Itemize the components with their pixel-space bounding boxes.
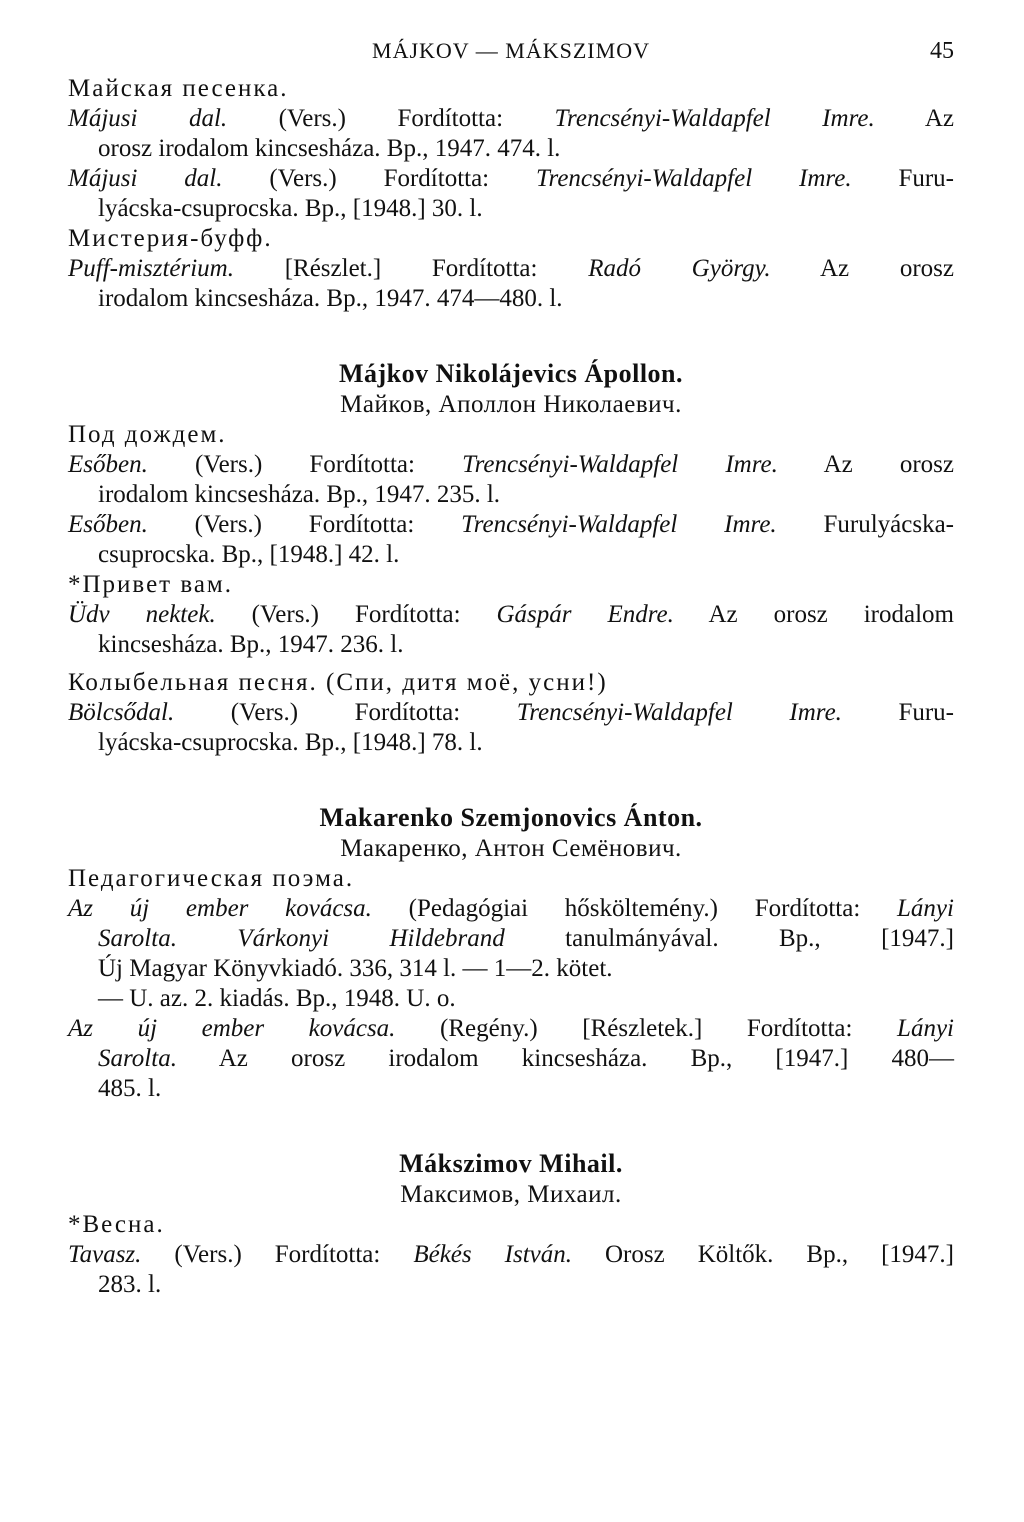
contributor-name: Várkonyi Hildebrand bbox=[237, 925, 505, 952]
translator-name: Trencsényi-Waldapfel Imre. bbox=[536, 165, 852, 192]
original-title: Под дождем. bbox=[68, 421, 227, 448]
translator-name: Békés István. bbox=[413, 1241, 572, 1268]
entry-continuation: 485. l. bbox=[98, 1075, 162, 1102]
translated-title: Májusi dal. bbox=[68, 165, 223, 192]
entry-text: (Vers.) Fordította: bbox=[174, 699, 517, 726]
bibliographic-entry bbox=[68, 1014, 954, 1044]
entry-text: Furulyácska- bbox=[776, 511, 955, 538]
entry-continuation: csuprocska. Bp., [1948.] 42. l. bbox=[98, 541, 400, 568]
original-title: Педагогическая поэма. bbox=[68, 865, 355, 892]
entry-text: (Vers.) Fordította: bbox=[147, 511, 462, 538]
entry-text: Az orosz bbox=[777, 451, 955, 478]
bibliographic-entry bbox=[68, 450, 954, 480]
translator-name: Radó György. bbox=[588, 255, 771, 282]
original-title: Мистерия-буфф. bbox=[68, 225, 273, 252]
author-heading-cyrillic: Максимов, Михаил. bbox=[400, 1181, 622, 1208]
entry-group-makarenko bbox=[68, 864, 954, 1104]
author-heading-cyrillic: Макаренко, Антон Семёнович. bbox=[340, 835, 682, 862]
translator-name: Lányi bbox=[897, 1015, 954, 1042]
bibliographic-entry bbox=[68, 698, 954, 728]
translated-title: Tavasz. bbox=[68, 1241, 142, 1268]
translator-name: Trencsényi-Waldapfel Imre. bbox=[462, 451, 778, 478]
translated-title: Bölcsődal. bbox=[68, 699, 175, 726]
translator-name: Trencsényi-Waldapfel Imre. bbox=[554, 105, 875, 132]
author-heading-latin: Mákszimov Mihail. bbox=[399, 1149, 623, 1178]
original-title: *Привет вам. bbox=[68, 571, 234, 598]
entry-continuation bbox=[68, 924, 954, 954]
translated-title: Az új ember kovácsa. bbox=[68, 1015, 396, 1042]
entry-text: Az orosz bbox=[770, 255, 954, 282]
entry-group-majakovszkij bbox=[68, 74, 954, 314]
entry-text: (Vers.) Fordította: bbox=[222, 165, 536, 192]
entry-text: (Vers.) Fordította: bbox=[227, 105, 555, 132]
bibliographic-entry bbox=[68, 1240, 954, 1270]
entry-text: (Vers.) Fordította: bbox=[147, 451, 463, 478]
entry-text: (Vers.) Fordította: bbox=[215, 601, 497, 628]
running-head bbox=[68, 30, 954, 74]
translated-title: Esőben. bbox=[68, 511, 148, 538]
original-title: Майская песенка. bbox=[68, 75, 289, 102]
entry-text: (Vers.) Fordította: bbox=[141, 1241, 414, 1268]
bibliographic-entry bbox=[68, 104, 954, 134]
entry-text: (Regény.) [Részletek.] Fordította: bbox=[395, 1015, 898, 1042]
entry-continuation bbox=[68, 1044, 954, 1074]
translator-name: Lányi bbox=[897, 895, 954, 922]
bibliographic-entry bbox=[68, 510, 954, 540]
bibliographic-entry bbox=[68, 600, 954, 630]
entry-text: Az orosz irodalom bbox=[673, 601, 954, 628]
entry-text: (Pedagógiai hősköltemény.) Fordította: bbox=[371, 895, 898, 922]
entry-continuation: orosz irodalom kincsesháza. Bp., 1947. 474. l. bbox=[98, 135, 561, 162]
entry-continuation: kincsesháza. Bp., 1947. 236. l. bbox=[98, 631, 404, 658]
translator-name: Sarolta. bbox=[98, 925, 177, 952]
entry-group-majkov bbox=[68, 420, 954, 758]
translated-title: Májusi dal. bbox=[68, 105, 228, 132]
entry-continuation: Új Magyar Könyvkiadó. 336, 314 l. — 1—2. kötet. bbox=[98, 955, 613, 982]
entry-continuation: 283. l. bbox=[98, 1271, 162, 1298]
translator-name: Trencsényi-Waldapfel Imre. bbox=[516, 699, 842, 726]
running-head-title: MÁJKOV — MÁKSZIMOV bbox=[372, 38, 650, 63]
entry-text: tanulmányával. Bp., [1947.] bbox=[504, 925, 955, 952]
entry-text: Az orosz irodalom kincsesháza. Bp., [1947.] 480— bbox=[176, 1045, 954, 1072]
bibliographic-entry bbox=[68, 254, 954, 284]
translated-title: Esőben. bbox=[68, 451, 148, 478]
entry-text: [Részlet.] Fordította: bbox=[233, 255, 589, 282]
original-title: Колыбельная песня. (Спи, дитя моё, усни!) bbox=[68, 669, 608, 696]
entry-text: Furu- bbox=[851, 165, 954, 192]
bibliographic-entry bbox=[68, 894, 954, 924]
translator-name: Trencsényi-Waldapfel Imre. bbox=[461, 511, 777, 538]
bibliographic-entry bbox=[68, 164, 954, 194]
entry-continuation: lyácska-csuprocska. Bp., [1948.] 30. l. bbox=[98, 195, 483, 222]
original-title: *Весна. bbox=[68, 1211, 165, 1238]
translator-name: Gáspár Endre. bbox=[496, 601, 674, 628]
author-heading-latin: Májkov Nikolájevics Ápollon. bbox=[338, 359, 684, 388]
entry-continuation: irodalom kincsesháza. Bp., 1947. 474—480. l. bbox=[98, 285, 563, 312]
entry-text: Furu- bbox=[841, 699, 955, 726]
page-number: 45 bbox=[930, 38, 954, 64]
entry-text: Orosz Költők. Bp., [1947.] bbox=[572, 1241, 955, 1268]
author-heading-latin: Makarenko Szemjonovics Ánton. bbox=[319, 803, 703, 832]
translator-name: Sarolta. bbox=[98, 1045, 177, 1072]
entry-group-makszimov bbox=[68, 1210, 954, 1300]
entry-text: Az bbox=[874, 105, 954, 132]
translated-title: Az új ember kovácsa. bbox=[68, 895, 372, 922]
translated-title: Üdv nektek. bbox=[68, 601, 216, 628]
entry-continuation: — U. az. 2. kiadás. Bp., 1948. U. o. bbox=[98, 985, 456, 1012]
entry-continuation: lyácska-csuprocska. Bp., [1948.] 78. l. bbox=[98, 729, 483, 756]
author-heading-cyrillic: Майков, Аполлон Николаевич. bbox=[340, 391, 682, 418]
entry-text bbox=[177, 925, 237, 952]
entry-continuation: irodalom kincsesháza. Bp., 1947. 235. l. bbox=[98, 481, 501, 508]
translated-title: Puff-misztérium. bbox=[68, 255, 234, 282]
page bbox=[68, 30, 954, 1300]
